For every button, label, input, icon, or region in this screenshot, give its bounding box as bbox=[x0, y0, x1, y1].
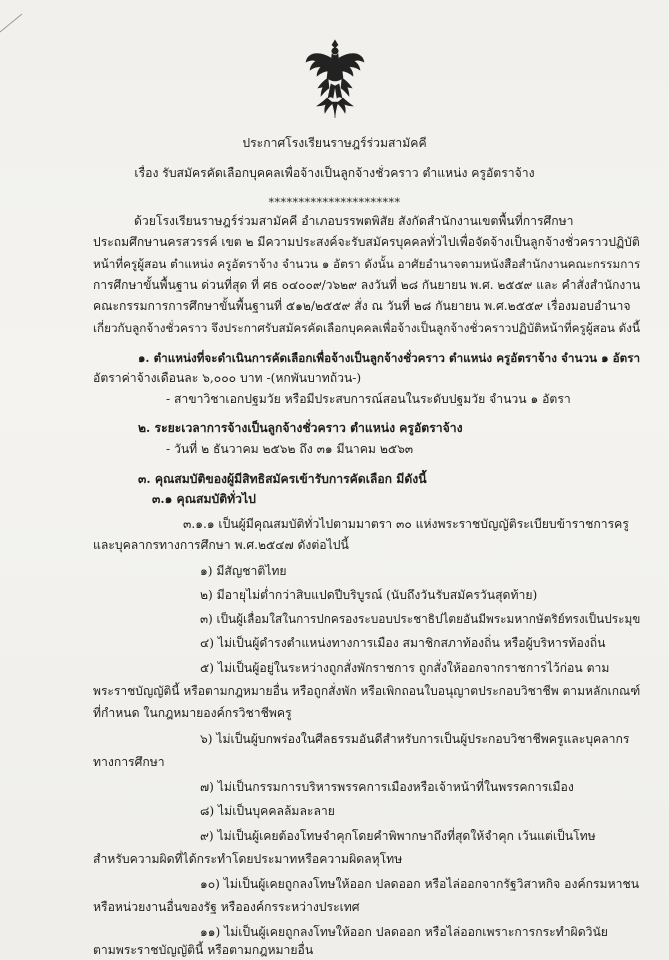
intro-line-4: การศึกษาขั้นพื้นฐาน ด่วนที่สุด ที่ ศธ ๐๔๐๐๙/ว๖๒๙ ลงวันที่ ๒๘ กันยายน พ.ศ. ๒๕๕๙ และ คำสั่งสำนักงาน bbox=[93, 278, 641, 292]
divider-stars: ********************** bbox=[268, 196, 401, 209]
document-subject: เรื่อง รับสมัครคัดเลือกบุคคลเพื่อจ้างเป็นลูกจ้างชั่วคราว ตำแหน่ง ครูอัตราจ้าง bbox=[134, 166, 535, 180]
qualification-line: ๓) เป็นผู้เลื่อมใสในการปกครองระบอบประชาธิปไตยอันมีพระมหากษัตริย์ทรงเป็นประมุข bbox=[200, 612, 641, 626]
qualification-line: ๑) มีสัญชาติไทย bbox=[200, 564, 287, 578]
intro-line-3: หน้าที่ครูผู้สอน ตำแหน่ง ครูอัตราจ้าง จำนวน ๑ อัตรา ดังนั้น อาศัยอำนาจตามหนังสือสำนักงานคณะกรรมการ bbox=[93, 257, 641, 271]
qualification-line: ๔) ไม่เป็นผู้ดำรงตำแหน่งทางการเมือง สมาชิกสภาท้องถิ่น หรือผู้บริหารท้องถิ่น bbox=[200, 636, 606, 650]
section-1-branch: - สาขาวิชาเอกปฐมวัย หรือมีประสบการณ์สอนในระดับปฐมวัย จำนวน ๑ อัตรา bbox=[166, 392, 571, 406]
intro-line-5: คณะกรรมการการศึกษาขั้นพื้นฐานที่ ๕๑๒/๒๕๕๙ สั่ง ณ วันที่ ๒๘ กันยายน พ.ศ.๒๕๕๙ เรื่องมอบอำนาจ bbox=[93, 299, 631, 313]
section-3-subheading: ๓.๑ คุณสมบัติทั่วไป bbox=[152, 492, 256, 506]
qualification-line: ทางการศึกษา bbox=[93, 755, 165, 769]
qualification-line: พระราชบัญญัตินี้ หรือตามกฎหมายอื่น หรือถูกสั่งพัก หรือเพิกถอนใบอนุญาตประกอบวิชาชีพ ตามหลักเกณฑ์ bbox=[93, 684, 641, 698]
qualification-line: ๙) ไม่เป็นผู้เคยต้องโทษจำคุกโดยคำพิพากษาถึงที่สุดให้จำคุก เว้นแต่เป็นโทษ bbox=[200, 829, 596, 843]
qualification-line: ๑๑) ไม่เป็นผู้เคยถูกลงโทษให้ออก ปลดออก หรือไล่ออกเพราะการกระทำผิดวินัย bbox=[200, 925, 608, 939]
section-1-salary: อัตราค่าจ้างเดือนละ ๖,๐๐๐ บาท -(หกพันบาทถ้วน-) bbox=[93, 371, 362, 385]
intro-line-6: เกี่ยวกับลูกจ้างชั่วคราว จึงประกาศรับสมัครคัดเลือกบุคคลเพื่อจ้างเป็นลูกจ้างชั่วคราวปฏิบัติหน้าที่ครูผู้สอน ดังนี้ bbox=[93, 321, 640, 335]
qualification-line: ๑๐) ไม่เป็นผู้เคยถูกลงโทษให้ออก ปลดออก หรือไล่ออกจากรัฐวิสาหกิจ องค์กรมหาชน bbox=[200, 877, 640, 891]
section-2-period: - วันที่ ๒ ธันวาคม ๒๕๖๒ ถึง ๓๑ มีนาคม ๒๕๖๓ bbox=[166, 442, 414, 456]
garuda-emblem-icon bbox=[305, 38, 365, 120]
intro-line-1: ด้วยโรงเรียนราษฎร์ร่วมสามัคคี อำเภอบรรพตพิสัย สังกัดสำนักงานเขตพื้นที่การศึกษา bbox=[134, 214, 574, 228]
section-3-heading: ๓. คุณสมบัติของผู้มีสิทธิสมัครเข้ารับการคัดเลือก มีดังนี้ bbox=[138, 472, 427, 486]
section-2-heading: ๒. ระยะเวลาการจ้างเป็นลูกจ้างชั่วคราว ตำแหน่ง ครูอัตราจ้าง bbox=[138, 421, 463, 435]
qualification-line: สำหรับความผิดที่ได้กระทำโดยประมาทหรือความผิดลหุโทษ bbox=[93, 852, 403, 866]
qualification-line: ๒) มีอายุไม่ต่ำกว่าสิบแปดปีบริบูรณ์ (นับถึงวันรับสมัครวันสุดท้าย) bbox=[200, 588, 538, 602]
qualification-line: ๗) ไม่เป็นกรรมการบริหารพรรคการเมืองหรือเจ้าหน้าที่ในพรรคการเมือง bbox=[200, 780, 574, 794]
section-1-heading: ๑. ตำแหน่งที่จะดำเนินการคัดเลือกเพื่อจ้างเป็นลูกจ้างชั่วคราว ตำแหน่ง ครูอัตราจ้าง จำนวน ๑ อัตรา bbox=[138, 351, 641, 365]
qualification-line: หรือหน่วยงานอื่นของรัฐ หรือองค์กรระหว่างประเทศ bbox=[93, 900, 360, 914]
intro-line-2: ประถมศึกษานครสวรรค์ เขต ๒ มีความประสงค์จะรับสมัครบุคคลทั่วไปเพื่อจัดจ้างเป็นลูกจ้างชั่วคราวปฏิบัติ bbox=[93, 235, 640, 249]
qualification-line: ตามพระราชบัญญัตินี้ หรือตามกฎหมายอื่น bbox=[93, 943, 314, 957]
qualification-line: ๕) ไม่เป็นผู้อยู่ในระหว่างถูกสั่งพักราชการ ถูกสั่งให้ออกจากราชการไว้ก่อน ตาม bbox=[200, 661, 610, 675]
qualification-line: ที่กำหนด ในกฎหมายองค์กรวิชาชีพครู bbox=[93, 706, 292, 720]
document-title: ประกาศโรงเรียนราษฎร์ร่วมสามัคคี bbox=[242, 136, 427, 150]
qualification-line: ๖) ไม่เป็นผู้บกพร่องในศีลธรรมอันดีสำหรับการเป็นผู้ประกอบวิชาชีพครูและบุคลากร bbox=[200, 732, 630, 746]
qualification-line: ๘) ไม่เป็นบุคคลล้มละลาย bbox=[200, 804, 335, 818]
page-corner-crease bbox=[0, 0, 60, 45]
qualification-line: และบุคลากรทางการศึกษา พ.ศ.๒๕๔๗ ดังต่อไปนี้ bbox=[93, 538, 349, 552]
qualification-line: ๓.๑.๑ เป็นผู้มีคุณสมบัติทั่วไปตามมาตรา ๓๐ แห่งพระราชบัญญัติระเบียบข้าราชการครู bbox=[183, 517, 629, 531]
